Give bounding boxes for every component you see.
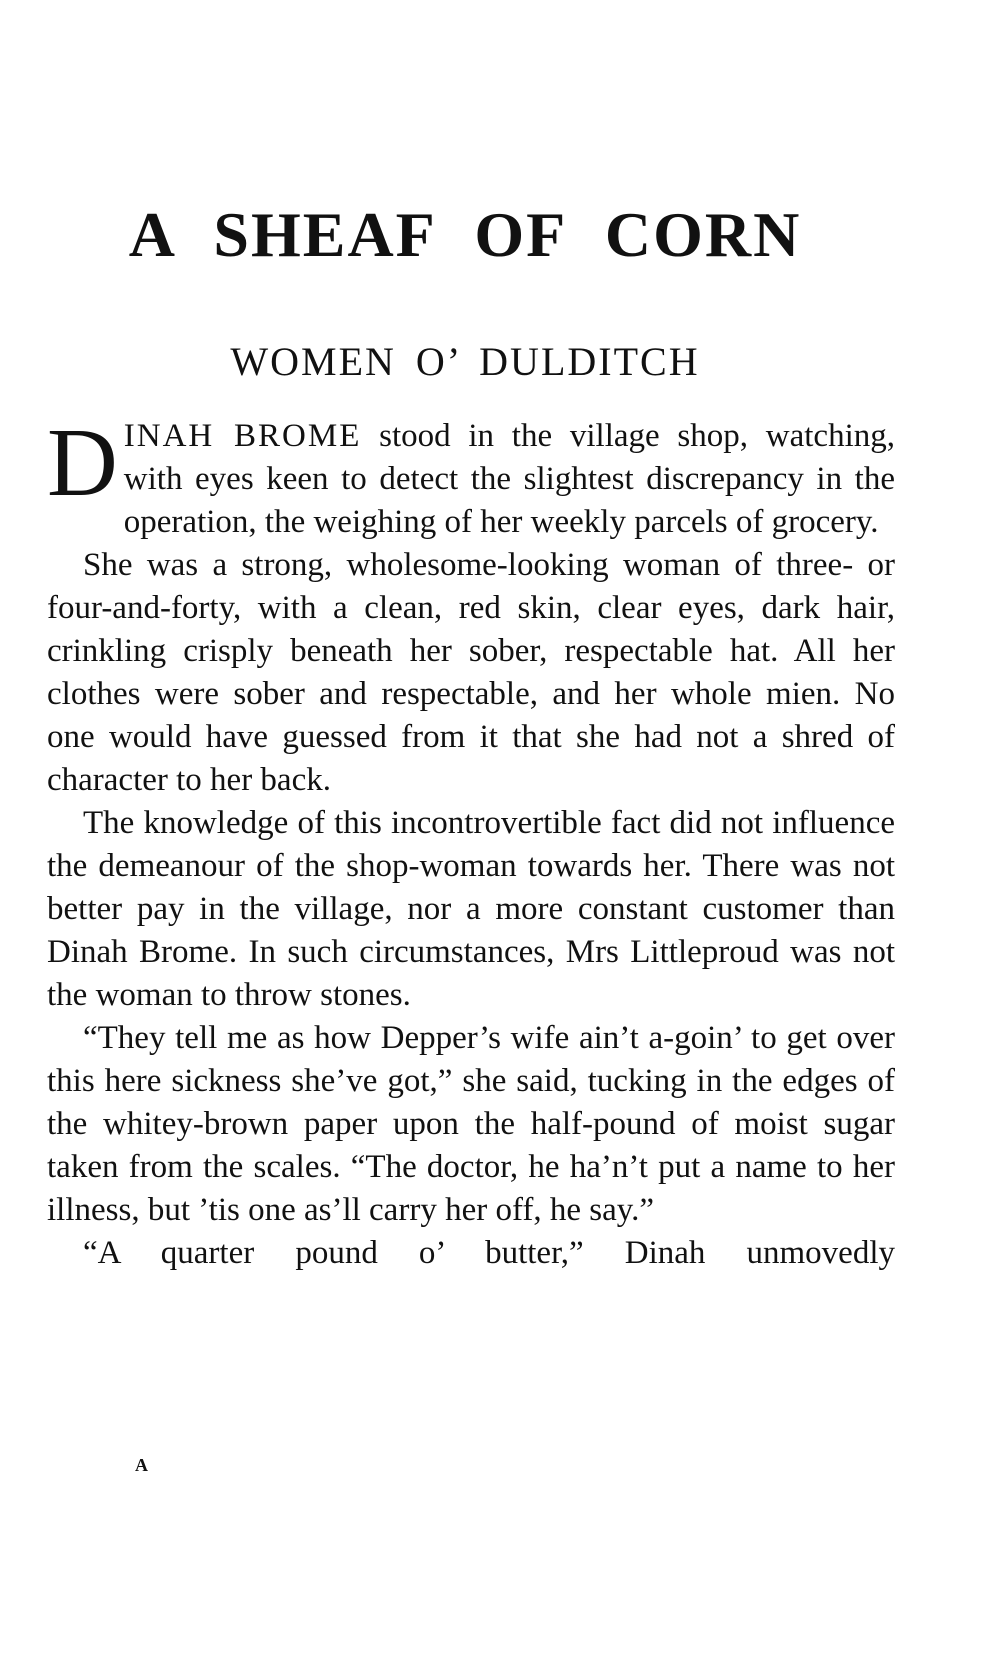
paragraph-1-text: stood in the village shop, watching, with eyes keen to detect the slightest discrepancy in the operation, the weighing of her weekly parcels of grocery.: [123, 418, 895, 540]
paragraph-2: She was a strong, wholesome-looking woman of three- or four-and-forty, with a clean, red skin, clear eyes, dark hair, crinkling crisply beneath her sober, respectable hat. All her clothes were sober and respectable, and her whole mien. No one would have guessed from it that she had not a shred of character to her back.: [47, 547, 895, 798]
paragraph-1: [47, 409, 895, 544]
paragraph-4: “They tell me as how Depper’s wife ain’t a-goin’ to get over this here sickness she’ve got,” she said, tucking in the edges of the whitey-brown paper upon the half-pound of moist sugar taken from the scales. “The doctor, he ha’n’t put a name to her illness, but ’tis one as’ll carry her off, he say.”: [47, 1020, 895, 1228]
paragraph-5: “A quarter pound o’ butter,” Dinah unmovedly: [83, 1235, 895, 1271]
chapter-body: [47, 409, 895, 1275]
drop-cap: D: [47, 409, 118, 517]
paragraph-3: The knowledge of this incontrovertible fact did not influence the demeanour of the shop-woman towards her. There was not better pay in the village, nor a more constant customer than Dinah Brome. In such circumstances, Mrs Littleproud was not the woman to throw stones.: [47, 805, 895, 1013]
chapter-title: WOMEN O’ DULDITCH: [230, 339, 700, 384]
small-caps-opening: INAH BROME: [123, 418, 362, 454]
book-title: A SHEAF OF CORN: [128, 199, 802, 270]
signature-mark: A: [135, 1455, 148, 1475]
